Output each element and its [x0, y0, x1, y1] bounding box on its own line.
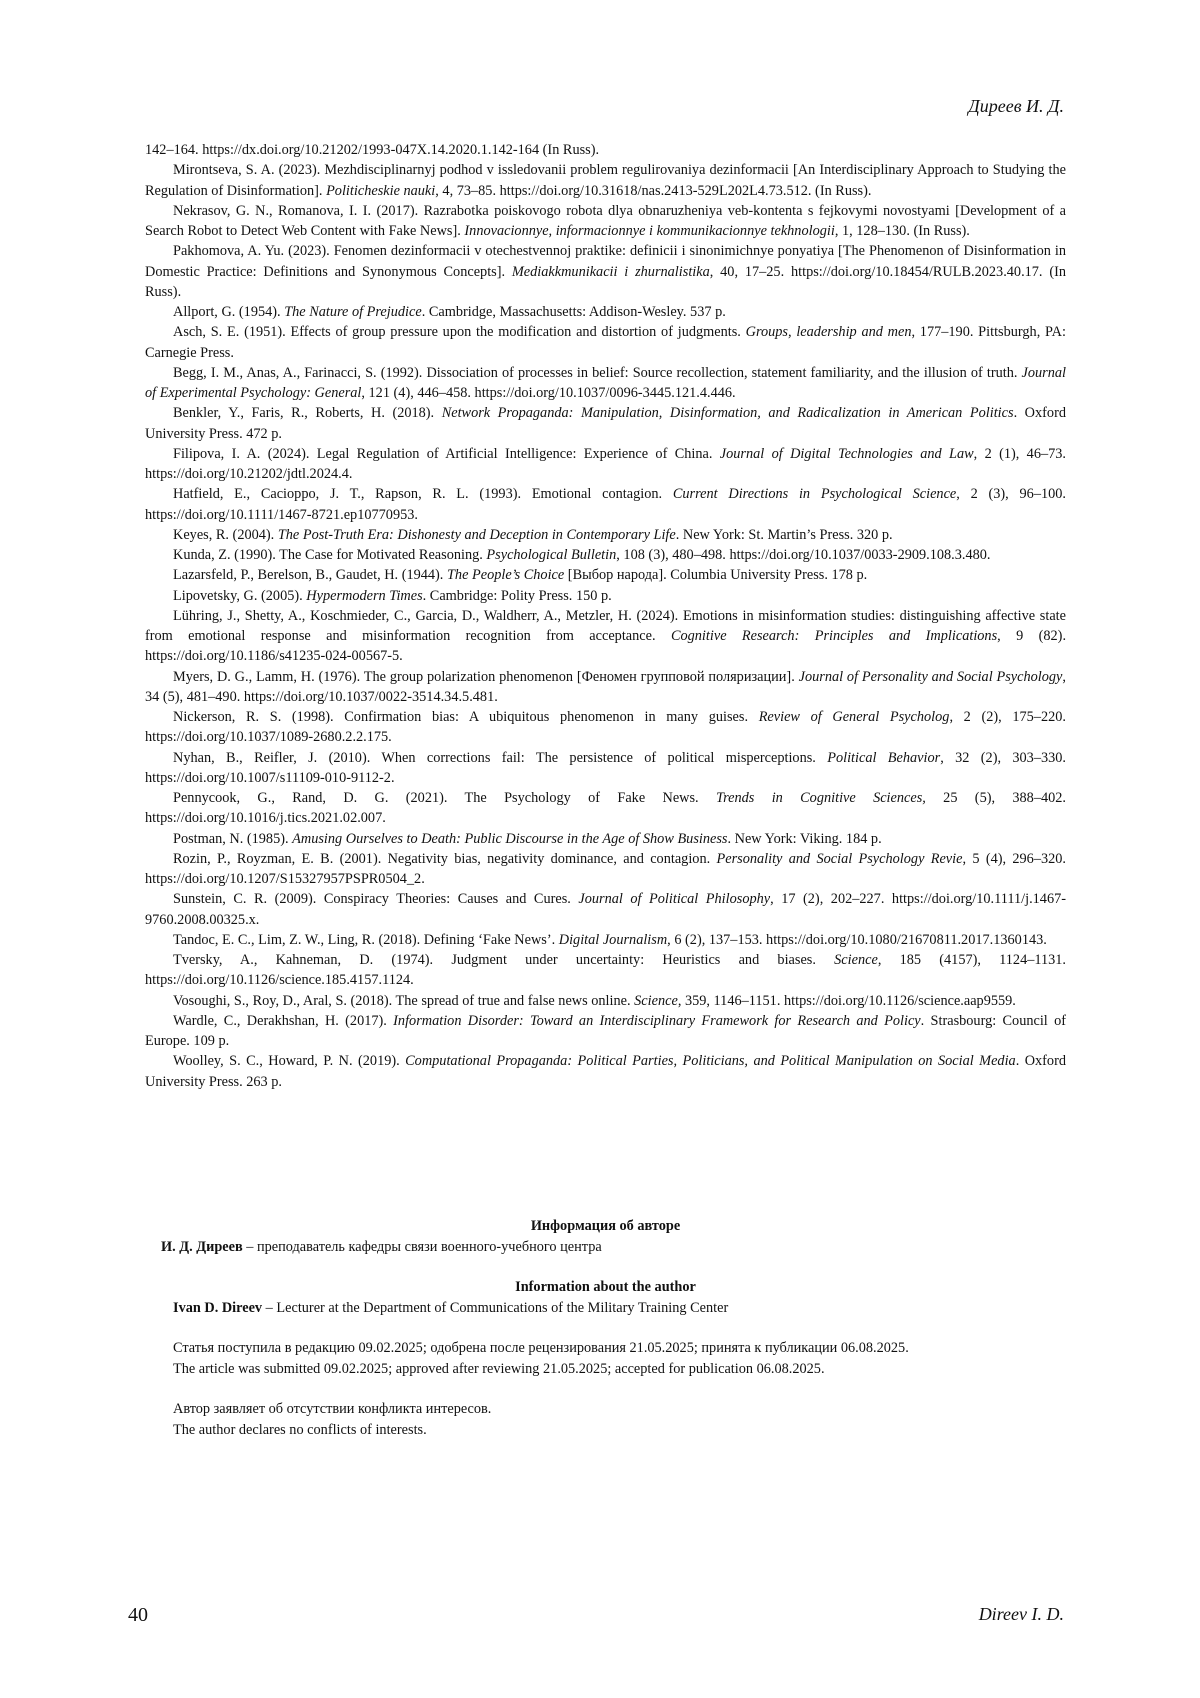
reference-text: Hatfield, E., Cacioppo, J. T., Rapson, R. L. (1993). Emotional contagion. — [173, 486, 673, 503]
reference-source-title: Cognitive Research: Principles and Implications — [670, 628, 998, 644]
reference-text: , 4, 73–85. https://doi.org/10.31618/nas.2413-529L202L4.73.512. (In Russ). — [435, 182, 872, 199]
author-info-section — [145, 1216, 1066, 1440]
reference-text: Nyhan, B., Reifler, J. (2010). When corrections fail: The persistence of political misperceptions. — [173, 749, 828, 766]
author-name-ru: И. Д. Диреев — [161, 1238, 243, 1255]
reference-text: Filipova, I. A. (2024). Legal Regulation of Artificial Intelligence: Experience of China. — [173, 445, 720, 462]
reference-source-title: Journal of Personality and Social Psychology — [798, 668, 1063, 685]
reference-item — [145, 889, 1066, 930]
author-info-en — [173, 1298, 1066, 1319]
reference-text: Pennycook, G., Rand, D. G. (2021). The Psychology of Fake News. — [173, 790, 716, 806]
reference-item — [145, 484, 1066, 525]
dates-ru: Статья поступила в редакцию 09.02.2025; одобрена после рецензирования 21.05.2025; принята к публикации 06.08.2025. — [173, 1340, 909, 1356]
reference-source-title: Hypermodern Times — [306, 587, 423, 604]
author-description-en: – Lecturer at the Department of Communications of the Military Training Center — [262, 1299, 729, 1316]
reference-text: . Cambridge, Massachusetts: Addison-Wesley. 537 p. — [421, 304, 726, 320]
reference-source-title: The Post-Truth Era: Dishonesty and Deception in Contemporary Life — [277, 526, 676, 543]
reference-text: Myers, D. G., Lamm, H. (1976). The group polarization phenomenon [Феномен групповой поляризации]. — [173, 668, 799, 685]
reference-item — [145, 322, 1066, 363]
reference-text: , 1, 128–130. (In Russ). — [834, 223, 970, 239]
reference-source-title: The Nature of Prejudice — [284, 304, 422, 320]
reference-text: . Oxford University Press. 472 p. — [145, 405, 1066, 442]
reference-text: Begg, I. M., Anas, A., Farinacci, S. (1992). Dissociation of processes in belief: Source recollection, statement familiarity, and the illusion of truth. — [173, 364, 1022, 381]
reference-item — [145, 707, 1066, 748]
reference-source-title: Science — [834, 952, 878, 968]
reference-source-title: Science — [634, 992, 678, 1009]
reference-text: Woolley, S. C., Howard, P. N. (2019). — [173, 1053, 406, 1070]
reference-source-title: Review of General Psycholog — [758, 709, 950, 725]
reference-source-title: Current Directions in Psychological Science — [672, 486, 957, 503]
reference-item — [145, 241, 1066, 302]
reference-text: , 9 (82). https://doi.org/10.1186/s41235-024-00567-5. — [145, 628, 1067, 665]
reference-item — [145, 950, 1066, 991]
reference-text: . New York: Viking. 184 p. — [727, 830, 882, 847]
reference-text: , 6 (2), 137–153. https://doi.org/10.1080/21670811.2017.1360143. — [667, 931, 1047, 948]
footer-author: Direev I. D. — [978, 1604, 1064, 1624]
reference-item — [145, 140, 1066, 160]
reference-text: Keyes, R. (2004). — [173, 526, 278, 543]
reference-text: 142–164. https://dx.doi.org/10.21202/1993-047X.14.2020.1.142-164 (In Russ). — [145, 142, 600, 158]
reference-text: , 108 (3), 480–498. https://doi.org/10.1037/0033-2909.108.3.480. — [616, 547, 991, 563]
reference-text: Rozin, P., Royzman, E. B. (2001). Negativity bias, negativity dominance, and contagion. — [173, 850, 717, 867]
reference-source-title: Mediakkmunikacii i zhurnalistika — [511, 263, 710, 280]
reference-item — [145, 302, 1066, 322]
reference-source-title: Amusing Ourselves to Death: Public Discourse in the Age of Show Business — [292, 830, 728, 847]
reference-source-title: Digital Journalism — [558, 931, 668, 948]
reference-item — [145, 586, 1066, 606]
reference-source-title: Computational Propaganda: Political Parties, Politicians, and Political Manipulation on Social Media — [405, 1053, 1016, 1070]
reference-source-title: Personality and Social Psychology Revie — [716, 850, 963, 867]
reference-source-title: Innovacionnye, informacionnye i kommunikacionnye tekhnologii — [464, 223, 835, 239]
reference-text: . Strasbourg: Council of Europe. 109 p. — [145, 1012, 1066, 1049]
reference-text: . Oxford University Press. 263 p. — [145, 1053, 1066, 1090]
reference-item — [145, 160, 1066, 201]
reference-text: Asch, S. E. (1951). Effects of group pressure upon the modification and distortion of judgments. — [173, 324, 746, 341]
conflict-ru: Автор заявляет об отсутствии конфликта интересов. — [173, 1401, 492, 1417]
conflict-en: The author declares no conflicts of interests. — [173, 1421, 427, 1438]
reference-text: , 177–190. Pittsburgh, PA: Carnegie Press. — [145, 324, 1066, 361]
reference-source-title: Psychological Bulletin — [486, 547, 617, 563]
reference-text: . Cambridge: Polity Press. 150 p. — [422, 587, 612, 604]
reference-text: Wardle, C., Derakhshan, H. (2017). — [173, 1012, 394, 1029]
reference-text: , 121 (4), 446–458. https://doi.org/10.1037/0096-3445.121.4.446. — [361, 385, 736, 401]
reference-text: [Выбор народа]. Columbia University Press. 178 p. — [564, 567, 868, 584]
reference-text: Benkler, Y., Faris, R., Roberts, H. (2018). — [173, 405, 442, 422]
reference-text: Lazarsfeld, P., Berelson, B., Gaudet, H. (1944). — [173, 567, 447, 584]
reference-text: , 185 (4157), 1124–1131. https://doi.org/10.1126/science.185.4157.1124. — [145, 952, 1067, 989]
reference-text: Sunstein, C. R. (2009). Conspiracy Theories: Causes and Cures. — [173, 891, 579, 908]
author-name-en: Ivan D. Direev — [173, 1299, 263, 1316]
reference-text: 25 (5), 388–402. https://doi.org/10.1016/j.tics.2021.02.007. — [145, 790, 1066, 827]
reference-item — [145, 606, 1066, 667]
reference-text: Nekrasov, G. N., Romanova, I. I. (2017). Razrabotka poiskovogo robota dlya obnaruzheniya veb-kontenta s fejkovymi novostyami [Development of a Search Robot to Detect Web Content with Fake News]. — [145, 202, 1066, 239]
page-number: 40 — [128, 1604, 148, 1626]
reference-source-title: Political Behavior — [827, 749, 941, 766]
reference-item — [145, 748, 1066, 789]
reference-source-title: Network Propaganda: Manipulation, Disinformation, and Radicalization in American Politics — [441, 405, 1014, 422]
reference-text: Tandoc, E. C., Lim, Z. W., Ling, R. (2018). Defining ‘Fake News’. — [173, 931, 559, 948]
reference-text: , 34 (5), 481–490. https://doi.org/10.1037/0022-3514.34.5.481. — [145, 668, 1066, 705]
reference-text: , 40, 17–25. https://doi.org/10.18454/RULB.2023.40.17. (In Russ). — [145, 263, 1066, 300]
reference-text: Tversky, A., Kahneman, D. (1974). Judgment under uncertainty: Heuristics and biases. — [173, 952, 835, 968]
reference-text: , 359, 1146–1151. https://doi.org/10.1126/science.aap9559. — [677, 992, 1016, 1009]
reference-text: Lühring, J., Shetty, A., Koschmieder, C., Garcia, D., Waldherr, A., Metzler, H. (2024). Emotions in misinformation studies: distinguishing affective state from emotional response and misinformation recognition from acceptance. — [145, 607, 1066, 644]
reference-source-title: Groups, leadership and men — [745, 324, 912, 341]
reference-text: , 2 (2), 175–220. https://doi.org/10.1037/1089-2680.2.2.175. — [145, 709, 1066, 746]
reference-item — [145, 444, 1066, 485]
reference-source-title: Journal of Political Philosophy — [578, 891, 771, 908]
author-info-title-ru: Информация об авторе — [530, 1218, 681, 1234]
reference-item — [145, 849, 1066, 890]
reference-text: Lipovetsky, G. (2005). — [173, 587, 307, 604]
reference-item — [145, 1011, 1066, 1052]
reference-item — [145, 829, 1066, 849]
reference-item — [145, 363, 1066, 404]
reference-text: Vosoughi, S., Roy, D., Aral, S. (2018). The spread of true and false news online. — [173, 992, 635, 1009]
reference-source-title: Journal of Experimental Psychology: General — [145, 364, 1066, 401]
reference-item — [145, 525, 1066, 545]
reference-source-title: Journal of Digital Technologies and Law — [719, 445, 974, 462]
reference-item — [145, 1051, 1066, 1092]
author-info-ru — [161, 1237, 1066, 1258]
reference-text: Allport, G. (1954). — [173, 304, 285, 320]
reference-text: , 17 (2), 202–227. https://doi.org/10.1111/j.1467-9760.2008.00325.x. — [145, 891, 1067, 928]
running-head: Диреев И. Д. — [968, 96, 1064, 116]
reference-item — [145, 788, 1066, 829]
reference-item — [145, 991, 1066, 1011]
reference-text: , 2 (1), 46–73. https://doi.org/10.21202/jdtl.2024.4. — [145, 445, 1066, 482]
reference-item — [145, 667, 1066, 708]
reference-item — [145, 565, 1066, 585]
reference-text: Kunda, Z. (1990). The Case for Motivated Reasoning. — [173, 547, 487, 563]
reference-item — [145, 930, 1066, 950]
reference-item — [145, 403, 1066, 444]
reference-source-title: Trends in Cognitive Sciences, — [715, 790, 926, 806]
author-description-ru: – преподаватель кафедры связи военного-учебного центра — [242, 1238, 602, 1255]
reference-source-title: The People’s Choice — [446, 567, 565, 584]
reference-text: . New York: St. Martin’s Press. 320 p. — [675, 526, 893, 543]
reference-text: , 2 (3), 96–100. https://doi.org/10.1111/1467-8721.ep10770953. — [145, 486, 1066, 523]
reference-source-title: Information Disorder: Toward an Interdisciplinary Framework for Research and Policy — [393, 1012, 921, 1029]
reference-text: Nickerson, R. S. (1998). Confirmation bias: A ubiquitous phenomenon in many guises. — [173, 709, 759, 725]
reference-item — [145, 545, 1066, 565]
reference-text: Postman, N. (1985). — [173, 830, 293, 847]
reference-text: , 32 (2), 303–330. https://doi.org/10.1007/s11109-010-9112-2. — [145, 749, 1066, 786]
author-info-title-en: Information about the author — [515, 1279, 696, 1295]
reference-text: Mirontseva, S. A. (2023). Mezhdisciplinarnyj podhod v issledovanii problem regulirovaniya dezinformacii [An Interdisciplinary Approach to Studying the Regulation of Disinformation]. — [145, 162, 1066, 199]
reference-text: Pakhomova, A. Yu. (2023). Fenomen dezinformacii v otechestvennoj praktike: definicii i sinonimichnye ponyatiya [The Phenomenon of Disinformation in Domestic Practice: Definitions and Synonymous Concepts]. — [145, 243, 1066, 280]
dates-en: The article was submitted 09.02.2025; approved after reviewing 21.05.2025; accepted for publication 06.08.2025. — [173, 1360, 825, 1377]
reference-item — [145, 201, 1066, 242]
reference-source-title: Politicheskie nauki — [326, 182, 436, 199]
reference-list — [145, 140, 1066, 1092]
reference-text: , 5 (4), 296–320. https://doi.org/10.1207/S15327957PSPR0504_2. — [145, 850, 1066, 887]
